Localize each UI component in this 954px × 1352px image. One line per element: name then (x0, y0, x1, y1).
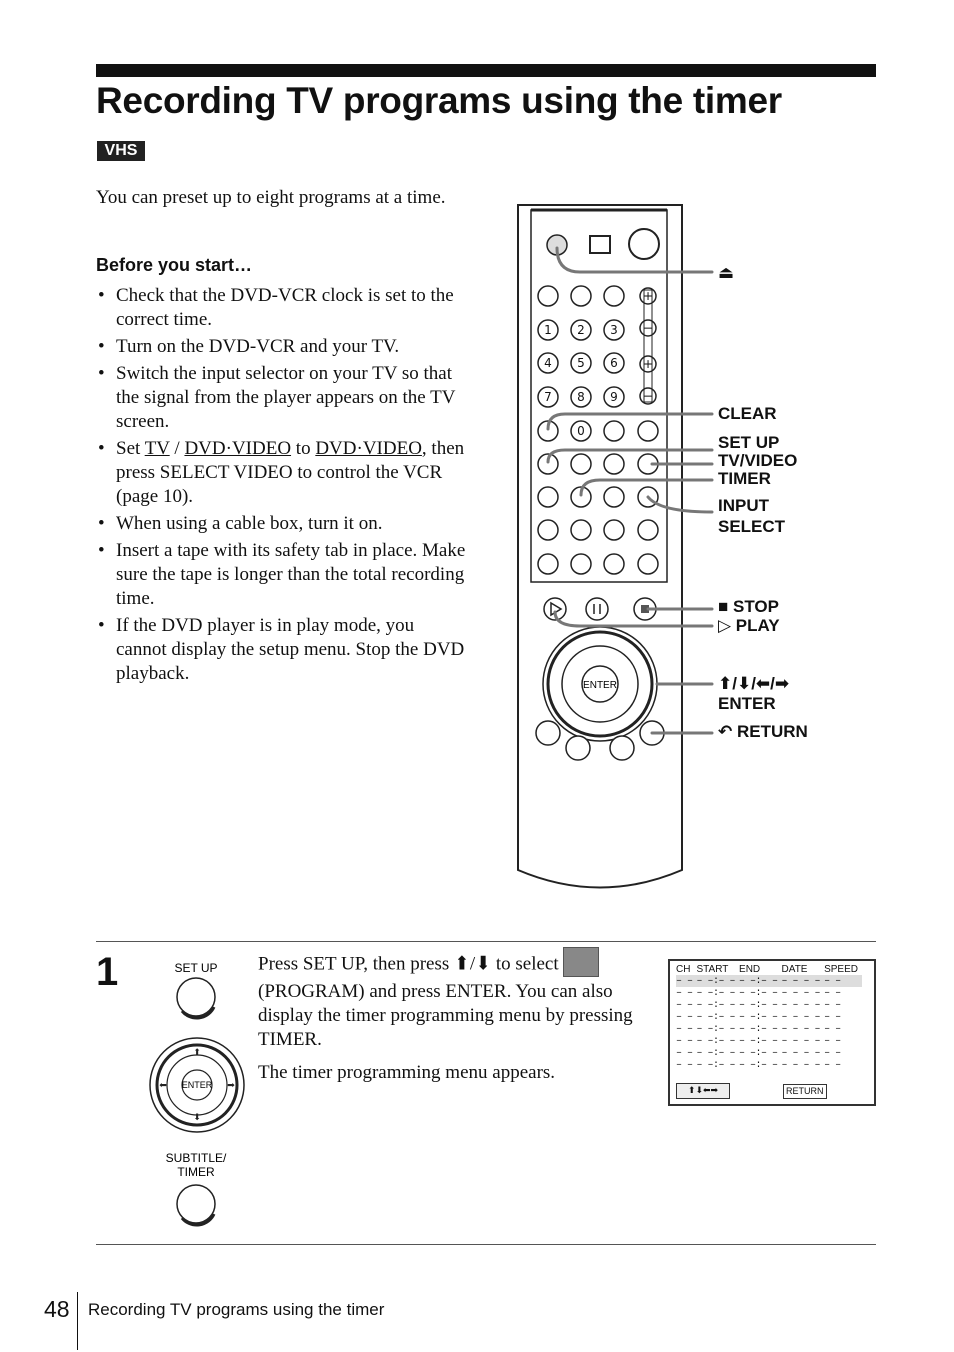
svg-text:SUBTITLE/: SUBTITLE/ (165, 1151, 227, 1165)
digit-label: 0 (577, 424, 585, 438)
digit-label: 5 (577, 356, 585, 370)
table-row: – – – –:– – – –:– – – – – – – – (676, 1035, 841, 1047)
select-label: SELECT (718, 517, 786, 536)
return-label: ↶ RETURN (718, 722, 808, 741)
list-item: • If the DVD player is in play mode, you cannot display the setup menu. Stop the DVD playback. (96, 614, 468, 686)
step-number: 1 (96, 950, 119, 994)
digit-label: 4 (544, 356, 552, 370)
eject-label: ⏏ (718, 263, 735, 282)
svg-text:ENTER: ENTER (583, 680, 617, 691)
svg-text:TIMER: TIMER (177, 1165, 215, 1179)
switch-icon (590, 236, 610, 253)
digit-label: 8 (577, 390, 585, 404)
table-row: – – – –:– – – –:– – – – – – – – (676, 987, 841, 999)
table-row: – – – –:– – – –:– – – – – – – – (676, 1047, 841, 1059)
timer-label: TIMER (718, 469, 771, 488)
power-button (629, 229, 659, 259)
step-top-rule (96, 941, 876, 942)
before-list (96, 284, 468, 689)
digit-label: 3 (610, 323, 618, 337)
pause-button (586, 598, 608, 620)
list-item: • Turn on the DVD-VCR and your TV. (96, 335, 468, 359)
digit-label: 1 (544, 323, 552, 337)
list-item: • Set TV / DVD·VIDEO to DVD·VIDEO, then press SELECT VIDEO to control the VCR (page 10). (96, 437, 468, 509)
program-timer-icon (563, 947, 599, 977)
clear-label: CLEAR (718, 404, 777, 423)
step-illustration (145, 955, 255, 1235)
digit-label: 2 (577, 323, 585, 337)
svg-text:SET UP: SET UP (174, 961, 218, 975)
return-hint: RETURN (783, 1084, 827, 1099)
table-row: – – – –:– – – –:– – – – – – – – (676, 1011, 841, 1023)
remote-illustration (500, 200, 880, 900)
header-rule (96, 64, 876, 77)
before-heading: Before you start… (96, 255, 253, 275)
svg-text:⬆: ⬆ (193, 1048, 201, 1058)
play-label: ▷ PLAY (718, 616, 780, 635)
table-row: – – – –:– – – –:– – – – – – – – (676, 999, 841, 1011)
svg-text:ENTER: ENTER (181, 1080, 213, 1090)
step-instructions: Press SET UP, then press ⬆/⬇ to select (PROGRAM) and press ENTER. You can also display the timer programming menu by pressing TIMER. The timer programming menu appears. (258, 950, 643, 1094)
step-bottom-rule (96, 1244, 876, 1245)
svg-text:➡: ➡ (227, 1081, 235, 1091)
enter-label: ENTER (718, 694, 776, 713)
setup-label: SET UP (718, 433, 780, 452)
timer-menu-screen (668, 959, 876, 1106)
tv-link: TV (144, 438, 170, 459)
table-row: – – – –:– – – –:– – – – – – – – (676, 1023, 841, 1035)
list-item: • Switch the input selector on your TV so that the signal from the player appears on the TV screen. (96, 362, 468, 434)
footer-divider (77, 1292, 78, 1350)
intro-text: You can preset up to eight programs at a time. (96, 187, 446, 208)
svg-text:−: − (642, 389, 654, 403)
table-row: – – – –:– – – –:– – – – – – – – (676, 1059, 841, 1071)
page-title: Recording TV programs using the timer (96, 80, 782, 121)
svg-text:−: − (642, 321, 654, 335)
input-label: INPUT (718, 496, 769, 515)
nav-arrows-icon: ⬆⬇⬅➡ (676, 1083, 730, 1099)
tvvideo-label: TV/VIDEO (718, 451, 798, 470)
svg-text:⬇: ⬇ (193, 1113, 201, 1123)
list-item: • Insert a tape with its safety tab in place. Make sure the tape is longer than the total recording time. (96, 539, 468, 611)
svg-text:+: + (642, 357, 654, 371)
page-number: 48 (44, 1296, 70, 1322)
list-item: • When using a cable box, turn it on. (96, 512, 468, 536)
svg-text:⬅: ⬅ (159, 1081, 167, 1091)
timer-table: CH START END DATE SPEED – – – –:– – – –:– – – – – – – – – – – –:– – – –:– – – – – – – – – – – –:– – – –:– – – – – – – – – – – –:– – – –:– – – – – – – – – – – –:– – – –:– – – – – – – – – – – –:– – – –:– – – – – – – – – – – –:– – – –:– – – – – – – – – – – –:– – – –:– – – – – – – – (676, 963, 862, 1071)
list-item: • Check that the DVD-VCR clock is set to the correct time. (96, 284, 468, 332)
digit-label: 9 (610, 390, 618, 404)
table-row: – – – –:– – – –:– – – – – – – – (676, 975, 862, 987)
digit-label: 7 (544, 390, 552, 404)
svg-text:+: + (642, 289, 654, 303)
stop-label: ■ STOP (718, 597, 779, 616)
arrows-label: ⬆/⬇/⬅/➡ (718, 674, 790, 693)
digit-label: 6 (610, 356, 618, 370)
footer-section: Recording TV programs using the timer (88, 1300, 385, 1319)
vhs-badge: VHS (97, 141, 145, 161)
